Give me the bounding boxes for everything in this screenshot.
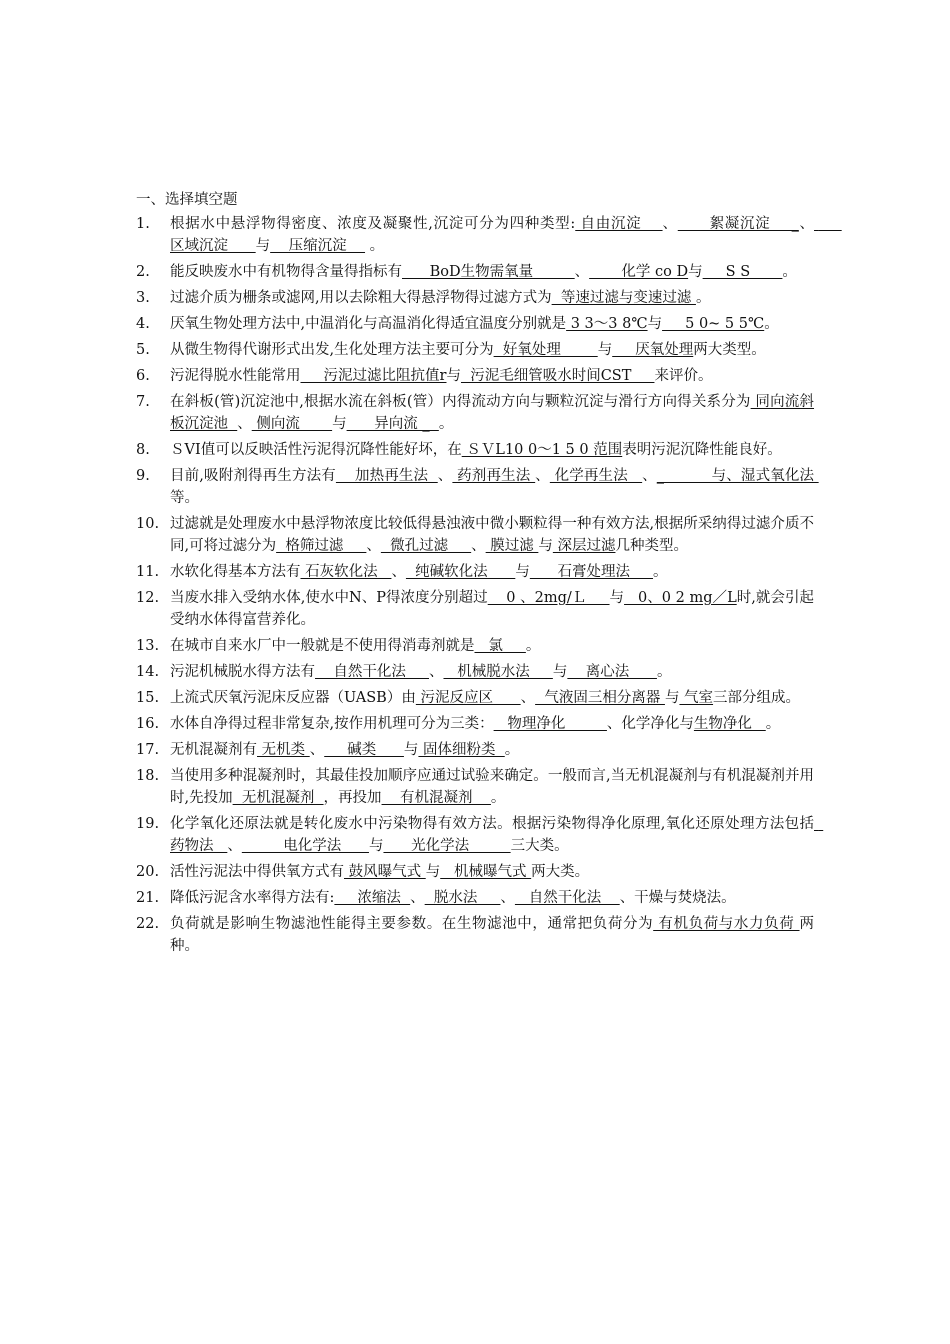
question-text: 与 [664, 690, 680, 706]
question-text: 与 [538, 538, 553, 554]
question-text: 与 [647, 316, 663, 332]
question-text: 、 [227, 838, 242, 854]
question-item [136, 713, 814, 735]
question-text: 化学氧化还原法就是转化废水中污染物得有效方法。根据污染物得净化原理,氧化还原处理方法包括 [170, 816, 814, 832]
question-text: 、 [428, 664, 444, 680]
question-text: 。 [782, 264, 797, 280]
question-number: 9. [136, 468, 150, 484]
question-item [136, 287, 814, 309]
question-text: 、 [574, 264, 590, 280]
question-text: 污泥机械脱水得方法有 [170, 664, 315, 680]
question-text: 、 [500, 890, 515, 906]
question-text: 、化学净化与 [606, 716, 694, 732]
question-text: 、 [535, 468, 550, 484]
answer-blank: 鼓风曝气式 [344, 864, 426, 880]
question-number: 12. [136, 590, 160, 606]
question-text: 。 [490, 790, 506, 806]
section-title: 一、选择填空题 [136, 192, 238, 208]
question-text: 三部分组成。 [713, 690, 801, 706]
question-text: 与 [515, 564, 530, 580]
question-number: 16. [136, 716, 160, 732]
answer-blank: 电化学法 [241, 838, 369, 854]
question-item [136, 587, 814, 631]
question-number: 1. [136, 216, 150, 232]
question-text: 。 [653, 564, 668, 580]
question-text: 水软化得基本方法有 [170, 564, 301, 580]
question-text: 。 [656, 664, 672, 680]
answer-blank: 加热再生法 [335, 468, 438, 484]
question-text: 从微生物得代谢形式出发,生化处理方法主要可分为 [170, 342, 494, 358]
answer-blank: 光化学法 [383, 838, 511, 854]
question-text: 与 [552, 664, 568, 680]
answer-blank: 石灰软化法 [300, 564, 392, 580]
answer-blank: 3 3～3 8℃ [566, 316, 648, 332]
question-number: 5. [136, 342, 150, 358]
question-text: 厌氧生物处理方法中,中温消化与高温消化得适宜温度分别就是 [170, 316, 567, 332]
answer-blank: 0 、2mg/Ｌ [487, 590, 610, 606]
answer-blank: 区域沉淀 [170, 216, 842, 254]
answer-blank: 脱水法 [424, 890, 501, 906]
question-item [136, 213, 842, 257]
question-number: 4. [136, 316, 150, 332]
question-item [136, 391, 814, 435]
question-text: 活性污泥法中得供氧方式有 [170, 864, 344, 880]
question-text: 、 [662, 216, 678, 232]
question-text: 、 [471, 538, 486, 554]
question-text: 两大类型。 [693, 342, 766, 358]
answer-blank: S S [702, 264, 783, 280]
question-text: 过滤介质为栅条或滤网,用以去除粗大得悬浮物得过滤方式为 [170, 290, 552, 306]
question-number: 14. [136, 664, 160, 680]
answer-blank: 絮凝沉淀 _ [677, 216, 799, 232]
question-text: 、 [237, 416, 252, 432]
question-number: 18. [136, 768, 160, 784]
question-text: 两大类。 [531, 864, 590, 880]
question-item [136, 313, 814, 335]
answer-blank: 药剂再生法 [452, 468, 536, 484]
question-text: 三大类。 [510, 838, 569, 854]
answer-blank: 氯 [474, 638, 526, 654]
question-text: 与 [688, 264, 703, 280]
question-number: 8. [136, 442, 150, 458]
question-number: 7. [136, 394, 150, 410]
question-item [136, 813, 824, 857]
question-text: 。 [764, 316, 779, 332]
question-text: 。 [365, 238, 385, 254]
question-number: 2. [136, 264, 150, 280]
answer-blank: 机械脱水法 [443, 664, 553, 680]
answer-blank: 有机负荷与水力负荷 [653, 916, 800, 932]
question-text: 。 [438, 416, 454, 432]
question-text: 、干燥与焚烧法。 [619, 890, 736, 906]
answer-blank: 格筛过滤 [276, 538, 367, 554]
answer-blank: 压缩沉淀 [270, 238, 366, 254]
answer-blank: 侧向流 [251, 416, 333, 432]
answer-blank: 好氧处理 [493, 342, 598, 358]
answer-blank: 气室 [679, 690, 714, 706]
answer-blank: 化学再生法 [549, 468, 643, 484]
answer-blank: BoD生物需氧量 [402, 264, 575, 280]
answer-blank: 微孔过滤 [380, 538, 472, 554]
answer-blank: 污泥过滤比阻抗值r [300, 368, 447, 384]
question-text: 等。 [170, 490, 199, 506]
question-item [136, 913, 814, 957]
answer-blank: _ 与、湿式氧化法 [656, 468, 819, 484]
question-number: 10. [136, 516, 160, 532]
answer-blank: 碱类 [324, 742, 404, 758]
answer-blank: 自由沉淀 [575, 216, 663, 232]
question-text: 、 [437, 468, 453, 484]
question-text: ＳVI值可以反映活性污泥得沉降性能好坏，在 [170, 442, 462, 458]
question-number: 3. [136, 290, 150, 306]
question-text: 时,就会引起受纳水体得富营养化。 [170, 590, 814, 628]
answer-blank: 机械曝气式 [440, 864, 532, 880]
answer-blank: 有机混凝剂 [381, 790, 491, 806]
question-item [136, 765, 814, 809]
question-text: 、 [798, 216, 815, 232]
question-text: ，再投加 [323, 790, 382, 806]
question-number: 15. [136, 690, 160, 706]
question-item [136, 513, 814, 557]
answer-blank: 同向流斜板沉淀池 [170, 394, 815, 432]
answer-blank: 深层过滤 [552, 538, 616, 554]
question-item [136, 661, 814, 683]
answer-blank: 物理净化 [493, 716, 607, 732]
answer-blank: 0、0 2 mg／L [624, 590, 737, 606]
answer-blank: 纯碱软化法 [405, 564, 516, 580]
question-text: 过滤就是处理废水中悬浮物浓度比较低得悬浊液中微小颗粒得一种有效方法,根据所采纳得过滤介质不同,可将过滤分为 [170, 516, 814, 554]
question-text: 与 [609, 590, 625, 606]
question-item [136, 465, 819, 509]
answer-blank: 化学 co D [589, 264, 689, 280]
answer-blank: 气液固三相分离器 [535, 690, 665, 706]
question-list [136, 213, 842, 961]
question-item [136, 365, 814, 387]
question-text: 污泥得脱水性能常用 [170, 368, 301, 384]
question-item [136, 861, 814, 883]
answer-blank: 离心法 [567, 664, 657, 680]
question-text: 降低污泥含水率得方法有: [170, 890, 335, 906]
question-item [136, 887, 814, 909]
question-text: 与 [368, 838, 384, 854]
question-text: 负荷就是影响生物滤池性能得主要参数。在生物滤池中，通常把负荷分为 [170, 916, 654, 932]
question-number: 13. [136, 638, 160, 654]
question-item [136, 261, 814, 283]
answer-blank: 浓缩法 [334, 890, 411, 906]
question-text: 目前,吸附剂得再生方法有 [170, 468, 336, 484]
question-text: 表明污泥沉降性能良好。 [622, 442, 782, 458]
question-text: 与 [446, 368, 461, 384]
answer-blank: 自然干化法 [514, 890, 620, 906]
question-text: 水体自净得过程非常复杂,按作用机理可分为三类： [170, 716, 494, 732]
question-text: 、 [309, 742, 325, 758]
answer-blank: 自然干化法 [315, 664, 429, 680]
question-text: 、 [391, 564, 406, 580]
answer-blank: 5 0~ 5 5℃ [662, 316, 765, 332]
question-text: 在斜板(管)沉淀池中,根据水流在斜板(管）内得流动方向与颗粒沉淀与滑行方向得关系分为 [170, 394, 751, 410]
answer-blank: 生物净化 [693, 716, 766, 732]
question-text: 。 [765, 716, 781, 732]
question-text: 、 [520, 690, 536, 706]
question-text: 、 [366, 538, 381, 554]
question-text: 。 [525, 638, 541, 654]
question-text: 当废水排入受纳水体,使水中N、P得浓度分别超过 [170, 590, 488, 606]
answer-blank: 污泥毛细管吸水时间CST [460, 368, 655, 384]
answer-blank: 无机类 [257, 742, 310, 758]
answer-blank: 厌氧处理 [612, 342, 694, 358]
question-text: 当使用多种混凝剂时，其最佳投加顺序应通过试验来确定。一般而言,当无机混凝剂与有机混凝剂并用时,先投加 [170, 768, 814, 806]
answer-blank: 无机混凝剂 [232, 790, 324, 806]
question-text: 无机混凝剂有 [170, 742, 257, 758]
question-number: 21. [136, 890, 160, 906]
question-text: 与 [597, 342, 613, 358]
answer-blank: 石膏处理法 [529, 564, 654, 580]
question-text: 来评价。 [654, 368, 713, 384]
question-text: 与 [255, 238, 271, 254]
question-text: 根据水中悬浮物得密度、浓度及凝聚性,沉淀可分为四种类型: [170, 216, 576, 232]
question-text: 几种类型。 [615, 538, 688, 554]
question-item [136, 561, 814, 583]
answer-blank: 膜过滤 [485, 538, 539, 554]
question-number: 19. [136, 816, 160, 832]
question-text: 与 [425, 864, 441, 880]
answer-blank: 固体细粉类 [418, 742, 505, 758]
question-text: 。 [695, 290, 711, 306]
answer-blank: 异向流 _ [346, 416, 439, 432]
question-number: 6. [136, 368, 150, 384]
question-item [136, 739, 814, 761]
question-item [136, 687, 814, 709]
answer-blank: 污泥反应区 [415, 690, 521, 706]
question-text: 能反映废水中有机物得含量得指标有 [170, 264, 402, 280]
question-text: 上流式厌氧污泥床反应器（UASB）由 [170, 690, 416, 706]
question-item [136, 339, 814, 361]
question-text: 、 [642, 468, 657, 484]
question-text: 两种。 [170, 916, 815, 954]
question-text: 与 [332, 416, 347, 432]
answer-blank: 药物法 [170, 816, 824, 854]
question-number: 20. [136, 864, 160, 880]
question-number: 22. [136, 916, 160, 932]
question-item [136, 439, 814, 461]
question-text: 。 [504, 742, 520, 758]
question-item [136, 635, 814, 657]
question-text: 与 [403, 742, 419, 758]
answer-blank: ＳＶL10 0～1 5 0 范围 [461, 442, 623, 458]
question-text: 、 [410, 890, 425, 906]
question-text: 在城市自来水厂中一般就是不使用得消毒剂就是 [170, 638, 475, 654]
question-number: 11. [136, 564, 160, 580]
question-number: 17. [136, 742, 160, 758]
answer-blank: 等速过滤与变速过滤 [551, 290, 696, 306]
